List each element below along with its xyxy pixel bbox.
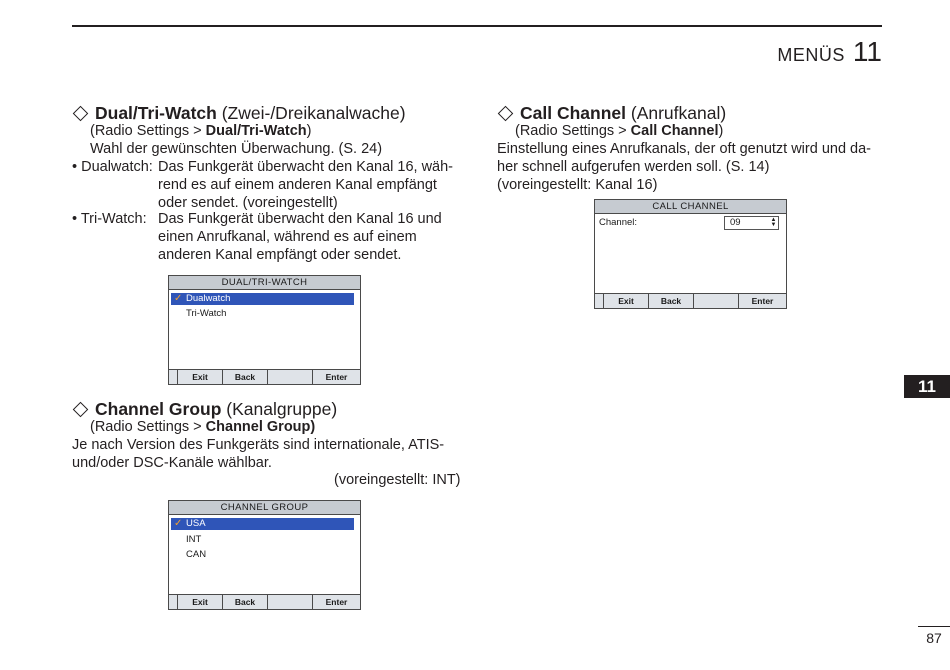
softkey-bar (169, 369, 360, 384)
menu-item-dualwatch[interactable] (171, 293, 354, 305)
call-channel-path (515, 123, 723, 141)
softkey-spacer (169, 370, 177, 384)
blank-softkey[interactable] (267, 595, 312, 609)
diamond-icon (73, 402, 89, 418)
menu-item-triwatch[interactable]: Tri-Watch (186, 308, 227, 319)
path-bold: Call Channel (630, 123, 719, 139)
checkmark-icon: ✓ (174, 293, 183, 304)
blank-softkey[interactable] (693, 294, 738, 308)
checkmark-icon: ✓ (174, 518, 183, 529)
channel-group-default: (voreingestellt: INT) (334, 472, 461, 488)
call-channel-screen (594, 199, 787, 309)
chapter-header (777, 36, 882, 68)
dual-watch-heading (72, 103, 406, 123)
path-suffix: ) (718, 123, 724, 139)
enter-softkey[interactable]: Enter (738, 294, 786, 308)
channel-group-path (90, 419, 315, 437)
dualwatch-bullet-line1: Das Funkgerät überwacht den Kanal 16, wäh- (158, 159, 454, 175)
call-channel-line3: (voreingestellt: Kanal 16) (497, 177, 658, 193)
back-softkey[interactable]: Back (648, 294, 693, 308)
dualwatch-bullet-label: • Dualwatch: (72, 159, 153, 175)
screen-title: CALL CHANNEL (595, 200, 786, 214)
dual-watch-title: Dual/Tri-Watch (95, 103, 217, 123)
triwatch-bullet-line1: Das Funkgerät überwacht den Kanal 16 und (158, 211, 442, 227)
triwatch-bullet-label: • Tri-Watch: (72, 211, 147, 227)
menu-item-usa[interactable] (171, 518, 354, 530)
blank-softkey[interactable] (267, 370, 312, 384)
enter-softkey[interactable]: Enter (312, 370, 360, 384)
path-bold: Channel Group) (205, 419, 316, 435)
call-channel-title: Call Channel (520, 103, 626, 123)
header-rule (72, 25, 882, 27)
path-prefix: (Radio Settings > (90, 123, 206, 139)
dual-watch-path (90, 123, 312, 141)
path-prefix: (Radio Settings > (90, 419, 206, 435)
diamond-icon (73, 106, 89, 122)
call-channel-line1: Einstellung eines Anrufkanals, der oft genutzt wird und da- (497, 141, 872, 157)
menu-item-can[interactable]: CAN (186, 549, 207, 560)
dual-watch-screen (168, 275, 361, 385)
channel-group-line1: Je nach Version des Funkgeräts sind internationale, ATIS- (72, 437, 445, 453)
path-bold: Dual/Tri-Watch (205, 123, 307, 139)
exit-softkey[interactable]: Exit (177, 370, 222, 384)
dual-watch-title-rest: (Zwei-/Dreikanalwache) (216, 103, 406, 123)
call-channel-heading (497, 103, 726, 123)
page-number-rule (918, 626, 950, 627)
channel-group-screen (168, 500, 361, 610)
menu-item-int[interactable]: INT (186, 534, 202, 545)
channel-field[interactable] (724, 216, 779, 230)
chapter-title: MENÜS (777, 45, 845, 65)
softkey-bar (169, 594, 360, 609)
channel-group-line2: und/oder DSC-Kanäle wählbar. (72, 455, 272, 471)
chapter-number: 11 (852, 36, 882, 67)
call-channel-line2: her schnell aufgerufen werden soll. (S. 14) (497, 159, 770, 175)
exit-softkey[interactable]: Exit (603, 294, 648, 308)
enter-softkey[interactable]: Enter (312, 595, 360, 609)
spin-up-icon: ▲ (770, 217, 777, 223)
diamond-icon (498, 106, 514, 122)
dual-watch-desc: Wahl der gewünschten Überwachung. (S. 24) (90, 141, 383, 157)
back-softkey[interactable]: Back (222, 370, 267, 384)
dualwatch-bullet-line2: rend es auf einem anderen Kanal empfängt (158, 177, 437, 193)
spinner-icon[interactable] (770, 218, 777, 228)
channel-label: Channel: (599, 217, 638, 228)
triwatch-bullet-line2: einen Anrufkanal, während es auf einem (158, 229, 417, 245)
dualwatch-bullet-line3: oder sendet. (voreingestellt) (158, 195, 338, 211)
chapter-tab: 11 (904, 375, 950, 398)
channel-value: 09 (730, 217, 741, 228)
item-label: Dualwatch (186, 293, 231, 304)
channel-group-heading (72, 399, 337, 419)
path-suffix: ) (306, 123, 312, 139)
call-channel-title-rest: (Anrufkanal) (626, 103, 727, 123)
page-number: 87 (926, 630, 942, 646)
softkey-bar (595, 293, 786, 308)
softkey-spacer (169, 595, 177, 609)
exit-softkey[interactable]: Exit (177, 595, 222, 609)
channel-group-title: Channel Group (95, 399, 222, 419)
channel-group-title-rest: (Kanalgruppe) (221, 399, 338, 419)
item-label: USA (186, 518, 206, 529)
path-prefix: (Radio Settings > (515, 123, 631, 139)
softkey-spacer (595, 294, 603, 308)
screen-title: CHANNEL GROUP (169, 501, 360, 515)
spin-down-icon: ▼ (770, 222, 777, 228)
triwatch-bullet-line3: anderen Kanal empfängt oder sendet. (158, 247, 402, 263)
screen-title: DUAL/TRI-WATCH (169, 276, 360, 290)
back-softkey[interactable]: Back (222, 595, 267, 609)
